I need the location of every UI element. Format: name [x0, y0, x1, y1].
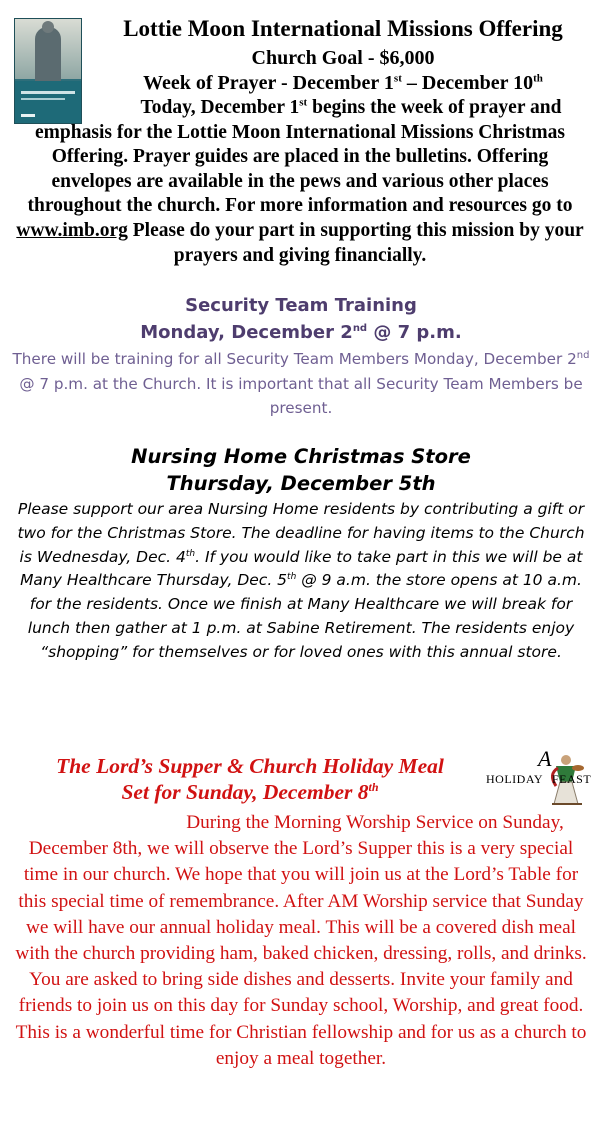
lords-supper-heading: The Lord’s Supper & Church Holiday Meal [56, 754, 444, 778]
security-date: Monday, December 2nd @ 7 p.m. [140, 322, 462, 343]
lottie-moon-title: Lottie Moon International Missions Offering [123, 16, 563, 41]
security-body: There will be training for all Security Team Members Monday, December 2nd @ 7 p.m. at the Church. It is important that all Security Team Members be present. [12, 349, 590, 417]
nursing-home-date: Thursday, December 5th [166, 472, 436, 495]
feast-logo-letter: A [538, 746, 552, 771]
nursing-home-body: Please support our area Nursing Home residents by contributing a gift or two for the Christmas Store. The deadline for having items to the Church is Wednesday, Dec. 4th. If you would like to take part in this we will be at Many Healthcare Thursday, Dec. 5th @ 9 a.m. the store opens at 10 a.m. for the residents. Once we finish at Many Healthcare we will break for lunch then gather at 1 p.m. at Sabine Retirement. The residents enjoy “shopping” for themselves or for loved ones with this annual store. [17, 500, 585, 661]
feast-logo-word-holiday: HOLIDAY [486, 772, 544, 786]
feast-logo-word-feast: FEAST [552, 772, 592, 786]
week-of-prayer: Week of Prayer - December 1st – December 10th [143, 72, 543, 94]
imb-link[interactable]: www.imb.org [16, 219, 128, 241]
lords-supper-date: Set for Sunday, December 8th [121, 779, 379, 804]
lottie-moon-section [0, 0, 602, 285]
church-goal: Church Goal - $6,000 [251, 47, 435, 69]
holiday-feast-logo [486, 746, 594, 814]
nursing-home-heading: Nursing Home Christmas Store [131, 445, 471, 468]
lords-supper-body: During the Morning Worship Service on Sunday, December 8th, we will observe the Lord’s Supper this is a very special time in our church. We hope that you will join us at the Lord’s Table for this special time of remembrance. After AM Worship service that Sunday we will have our annual holiday meal. This will be a covered dish meal with the church providing ham, baked chicken, dressing, rolls, and drinks. You are asked to bring side dishes and desserts. Invite your family and friends to join us on this day for Sunday school, Worship, and great food. This is a wonderful time for Christian fellowship and for us as a church to enjoy a meal together. [15, 812, 587, 1069]
security-heading: Security Team Training [185, 295, 417, 316]
lottie-moon-body: Today, December 1st begins the week of prayer and emphasis for the Lottie Moon International Missions Christmas Offering. Prayer guides are placed in the bulletins. Offering envelopes are available in the pews and various other places throughout the church. For more information and resources go to www.imb.org Please do your part in supporting this mission by your prayers and giving financially. [16, 96, 584, 266]
